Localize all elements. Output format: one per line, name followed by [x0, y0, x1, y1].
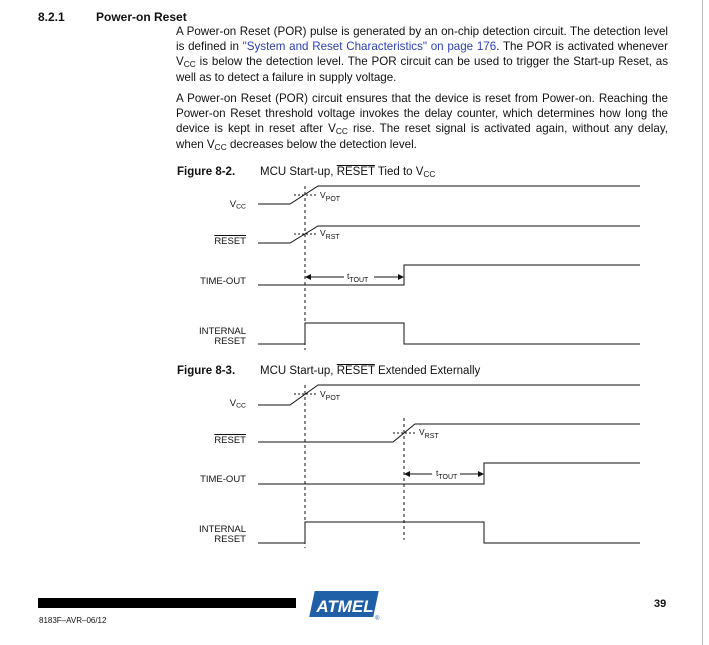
fig2-vcc-waveform — [258, 385, 640, 405]
fig1-timeout-waveform — [258, 265, 640, 285]
figure-8-2-title: MCU Start-up, RESET Tied to VCC — [260, 166, 436, 180]
document-id: 8183F–AVR–06/12 — [39, 616, 107, 625]
page-number: 39 — [654, 598, 667, 610]
fig2-timeout-waveform — [258, 463, 640, 484]
paragraph-por-intro: A Power-on Reset (POR) pulse is generated by an on-chip detection circuit. The detection level is defined in "System and Reset Characteristics" on page 176. The POR is activated whenever VCC is below the detection level. The POR circuit can be used to trigger the Start-up Reset, as well as to detect a failure in supply voltage. — [176, 25, 668, 85]
fig1-ttout-label: $t_{TOUT}$ — [347, 271, 369, 284]
figure-8-2-label: Figure 8-2. — [177, 166, 236, 178]
figure-8-3-title: MCU Start-up, RESET Extended Externally — [260, 365, 481, 377]
atmel-logo — [308, 585, 380, 621]
fig1-internal-reset-waveform — [258, 323, 640, 344]
fig2-vpot-label: $V_{POT}$ — [320, 389, 341, 402]
fig1-signal-vcc: VCC — [229, 199, 246, 211]
fig1-vrst-label: $V_{RST}$ — [320, 228, 340, 241]
fig2-internal-reset-waveform — [258, 522, 640, 543]
fig2-vrst-label: $V_{RST}$ — [419, 427, 439, 440]
fig2-reset-waveform — [258, 424, 640, 442]
fig2-signal-vcc: VCC — [229, 398, 246, 410]
fig2-signal-reset: RESET — [214, 435, 246, 446]
svg-text:®: ® — [375, 616, 380, 621]
figure-8-3-label: Figure 8-3. — [177, 365, 236, 377]
page-edge — [702, 0, 703, 645]
fig1-signal-internal-reset: INTERNAL RESET — [199, 326, 246, 347]
fig2-signal-timeout: TIME-OUT — [200, 474, 246, 485]
footer-rule — [38, 598, 296, 608]
fig2-ttout-label: $t_{TOUT}$ — [436, 468, 458, 481]
svg-text:ATMEL: ATMEL — [316, 597, 374, 616]
link-system-reset-characteristics[interactable]: "System and Reset Characteristics" on page 176 — [242, 39, 497, 53]
fig2-signal-internal-reset: INTERNAL RESET — [199, 524, 246, 545]
fig1-vpot-label: $V_{POT}$ — [320, 190, 341, 203]
section-number: 8.2.1 — [38, 10, 65, 24]
section-title: Power-on Reset — [96, 10, 187, 24]
paragraph-por-circuit: A Power-on Reset (POR) circuit ensures that the device is reset from Power-on. Reaching the Power-on Reset threshold voltage invokes the delay counter, which determines how long the device is kept in reset after VCC rise. The reset signal is activated again, without any delay, when VCC decreases below the detection level. — [176, 92, 668, 153]
fig1-signal-timeout: TIME-OUT — [200, 276, 246, 287]
fig1-signal-reset: RESET — [214, 236, 246, 247]
